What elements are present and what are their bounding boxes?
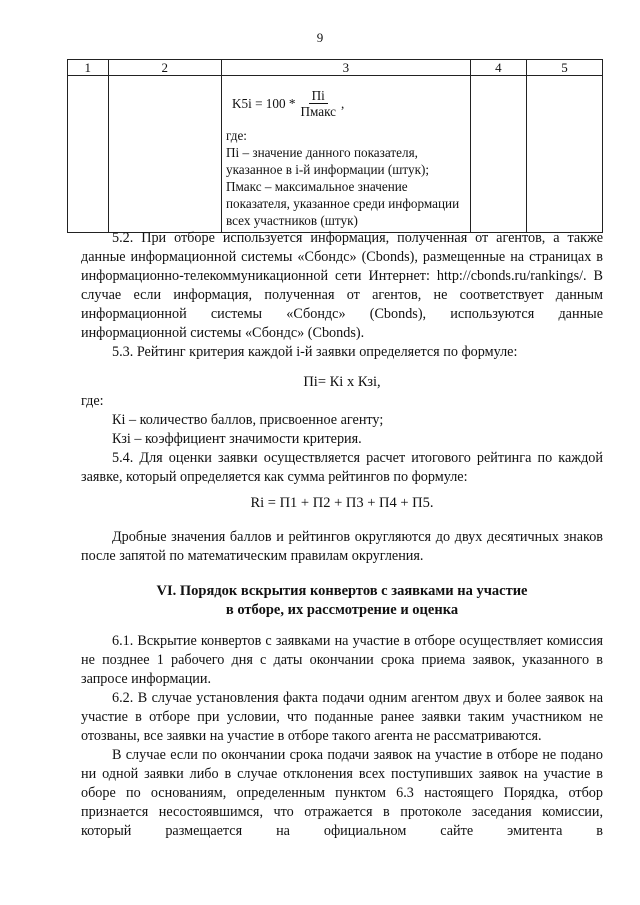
table-header-cell: 4: [470, 60, 526, 76]
table-header-row: [68, 60, 603, 76]
paragraph-6-2: 6.2. В случае установления факта подачи одним агентом двух и более заявок на участие в отборе при условии, что поданные ранее заявки таким участником не отозваны, все заявки на участие в отборе такого агента не рассматриваются.: [81, 690, 603, 744]
section-heading-line2: в отборе, их рассмотрение и оценка: [225, 602, 459, 618]
k5-formula: [232, 88, 466, 119]
fraction-numerator: Пi: [309, 88, 328, 104]
formula-rating: Пi= Кi х Кзi,: [303, 374, 381, 390]
definition-pmax: Пмакс – максимальное значение показателя, указанное среди информации всех участников (штук): [225, 179, 460, 228]
table-cell-empty: [68, 76, 109, 233]
formula-tail: ,: [341, 96, 345, 111]
table-row: [68, 76, 603, 233]
table-cell-empty: [108, 76, 221, 233]
fraction-denominator: Пмакс: [300, 104, 337, 119]
definition-ki: Кi – количество баллов, присвоенное агенту;: [112, 412, 384, 428]
where-label: где:: [225, 128, 247, 143]
table-header-cell: 5: [526, 60, 602, 76]
formula-cell: [221, 76, 470, 233]
table-header-cell: 3: [221, 60, 470, 76]
paragraph-5-3: 5.3. Рейтинг критерия каждой i-й заявки определяется по формуле:: [112, 344, 518, 360]
formula-fraction: [297, 88, 339, 119]
paragraph-5-2: 5.2. При отборе используется информация, полученная от агентов, а также данные информационной системы «Сбондс» (Cbonds), размещенные на страницах в информационно-телекоммуникационной сети Интернет: http://cbonds.ru/rankings/. В случае если информация, полученная от агентов, не соответствует данным информационной системы «Сбондс» (Cbonds), используются данные информационной системы «Сбондс» (Cbonds).: [81, 230, 603, 341]
paragraph-5-4: 5.4. Для оценки заявки осуществляется расчет итогового рейтинга по каждой заявке, который определяется как сумма рейтингов по формуле:: [81, 450, 603, 485]
paragraph-6-3: В случае если по окончании срока подачи заявок на участие в отборе не подано ни одной заявки либо в случае отклонения всех поступивших заявок на участие в оборе по основаниям, определенным пунктом 6.3 настоящего Порядка, отбор признается несостоявшимся, что отражается в протоколе заседания комиссии, который размещается на официальном сайте эмитента в: [81, 747, 603, 839]
table-header-cell: 2: [108, 60, 221, 76]
formula-total: Ri = П1 + П2 + П3 + П4 + П5.: [250, 495, 434, 511]
paragraph-6-1: 6.1. Вскрытие конвертов с заявками на участие в отборе осуществляет комиссия не позднее 1 рабочего дня с даты окончании срока приема заявок, указанного в запросе информации.: [81, 633, 603, 687]
section-heading-line1: VI. Порядок вскрытия конвертов с заявками на участие: [156, 583, 528, 599]
where-label-2: где:: [81, 393, 104, 409]
definition-pi: Пi – значение данного показателя, указанное в i-й информации (штук);: [225, 145, 430, 177]
formula-lhs: K5i = 100 *: [231, 96, 296, 111]
table-cell-empty: [470, 76, 526, 233]
definition-kzi: Кзi – коэффициент значимости критерия.: [112, 431, 362, 447]
page-number: 9: [316, 30, 324, 45]
table-cell-empty: [526, 76, 602, 233]
table-header-cell: 1: [68, 60, 109, 76]
criteria-table: [67, 59, 603, 233]
paragraph-rounding: Дробные значения баллов и рейтингов округляются до двух десятичных знаков после запятой по математическим правилам округления.: [81, 529, 603, 564]
